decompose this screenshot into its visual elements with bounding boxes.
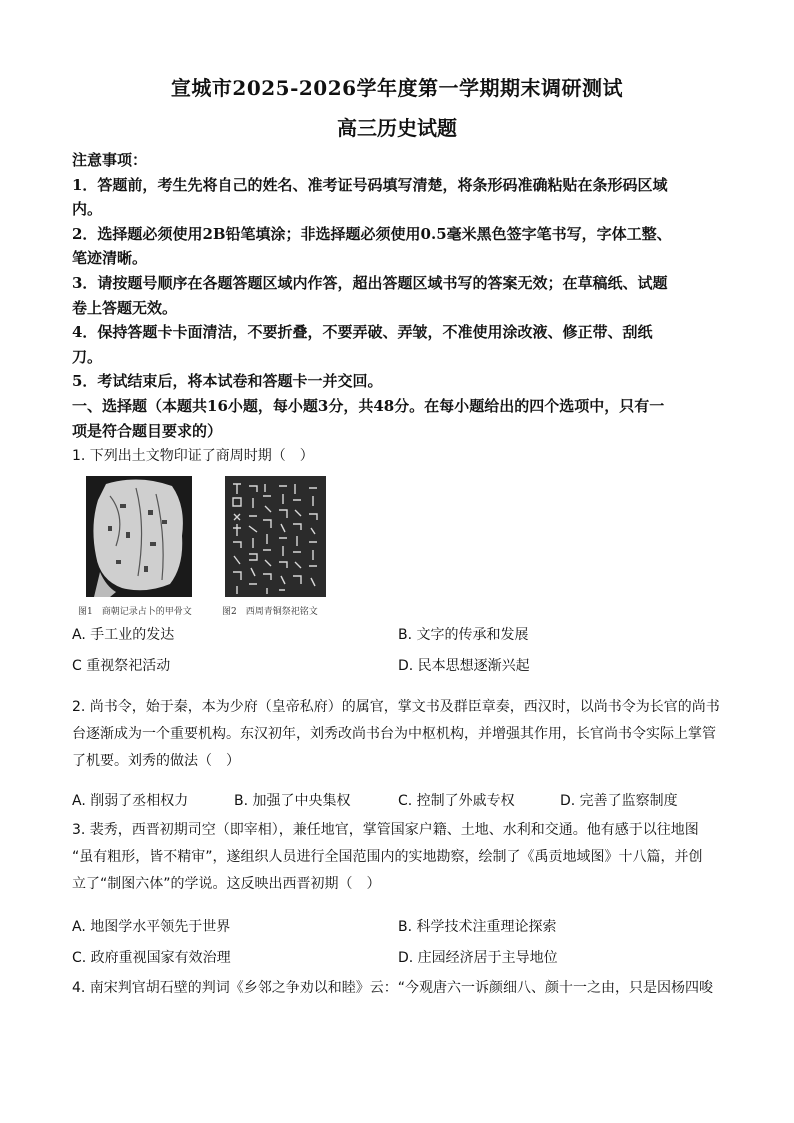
question-1-text: 1. 下列出土文物印证了商周时期（ ） bbox=[72, 448, 314, 464]
notes-line: 刀。 bbox=[72, 347, 103, 366]
question-3-line: 立了“制图六体”的学说。这反映出西晋初期（ ） bbox=[72, 876, 381, 892]
bronze-inscription-image bbox=[225, 476, 326, 597]
question-4-line: 4. 南宋判官胡石壁的判词《乡邻之争劝以和睦》云：“今观唐六一诉颜细八、颜十一之由，只是因杨四唆 bbox=[72, 980, 714, 996]
option-c[interactable]: C. 政府重视国家有效治理 bbox=[72, 950, 231, 966]
figure-2-caption: 图2 西周青铜祭祀铭文 bbox=[222, 607, 318, 617]
exam-subtitle: 高三历史试题 bbox=[337, 116, 457, 140]
question-3-line: “虽有粗形，皆不精审”，遂组织人员进行全国范围内的实地勘察，绘制了《禹贡地域图》十八篇，并创 bbox=[72, 849, 703, 865]
notes-line: 笔迹清晰。 bbox=[72, 249, 148, 268]
notes-line: 5．考试结束后，将本试卷和答题卡一并交回。 bbox=[72, 372, 383, 391]
notes-section bbox=[72, 148, 722, 443]
notes-line: 卷上答题无效。 bbox=[72, 298, 178, 317]
question-2-options bbox=[72, 790, 724, 814]
question-4-stem bbox=[72, 975, 724, 1002]
option-d[interactable]: D. 庄园经济居于主导地位 bbox=[398, 950, 558, 966]
option-b[interactable]: B. 文字的传承和发展 bbox=[398, 627, 529, 643]
notes-heading: 注意事项： bbox=[72, 151, 148, 169]
section-heading-cont: 项是符合题目要求的） bbox=[72, 421, 223, 440]
section-heading: 一、选择题（本题共16小题，每小题3分，共48分。在每小题给出的四个选项中，只有一 bbox=[72, 396, 665, 415]
question-3-line: 3. 裴秀，西晋初期司空（即宰相），兼任地官，掌管国家户籍、土地、水利和交通。他有感于以往地图 bbox=[72, 822, 699, 838]
option-d[interactable]: D. 民本思想逐渐兴起 bbox=[398, 658, 530, 674]
question-3-options bbox=[72, 916, 724, 976]
oracle-bone-image bbox=[86, 476, 192, 597]
option-c[interactable]: C 重视祭祀活动 bbox=[72, 658, 171, 674]
option-a[interactable]: A. 地图学水平领先于世界 bbox=[72, 919, 231, 935]
figure-1-caption: 图1 商朝记录占卜的甲骨文 bbox=[78, 607, 192, 617]
notes-line: 4．保持答题卡卡面清洁，不要折叠，不要弄破、弄皱，不准使用涂改液、修正带、刮纸 bbox=[72, 323, 653, 342]
question-2-line: 2. 尚书令，始于秦，本为少府（皇帝私府）的属官，掌文书及群臣章奏，西汉时，以尚书令为长官的尚书 bbox=[72, 699, 720, 715]
option-a[interactable]: A. 削弱了丞相权力 bbox=[72, 793, 189, 809]
option-b[interactable]: B. 加强了中央集权 bbox=[234, 793, 351, 809]
question-3-stem bbox=[72, 817, 724, 898]
question-1-options bbox=[72, 624, 724, 684]
notes-line: 2．选择题必须使用2B铅笔填涂；非选择题必须使用0.5毫米黑色签字笔书写，字体工整、 bbox=[72, 224, 672, 243]
option-c[interactable]: C. 控制了外戚专权 bbox=[398, 793, 515, 809]
question-1-stem bbox=[72, 443, 724, 470]
question-2-line: 台逐渐成为一个重要机构。东汉初年，刘秀改尚书台为中枢机构，并增强其作用，长官尚书令实际上掌管 bbox=[72, 726, 716, 742]
question-2-stem bbox=[72, 694, 724, 775]
option-a[interactable]: A. 手工业的发达 bbox=[72, 627, 175, 643]
notes-line: 内。 bbox=[72, 200, 103, 219]
notes-line: 1．答题前，考生先将自己的姓名、准考证号码填写清楚，将条形码准确粘贴在条形码区域 bbox=[72, 175, 668, 194]
notes-line: 3．请按题号顺序在各题答题区域内作答，超出答题区域书写的答案无效；在草稿纸、试题 bbox=[72, 273, 668, 292]
option-d[interactable]: D. 完善了监察制度 bbox=[560, 793, 678, 809]
option-b[interactable]: B. 科学技术注重理论探索 bbox=[398, 919, 557, 935]
exam-title: 宣城市2025-2026学年度第一学期期末调研测试 bbox=[170, 76, 624, 100]
question-2-line: 了机要。刘秀的做法（ ） bbox=[72, 753, 240, 769]
